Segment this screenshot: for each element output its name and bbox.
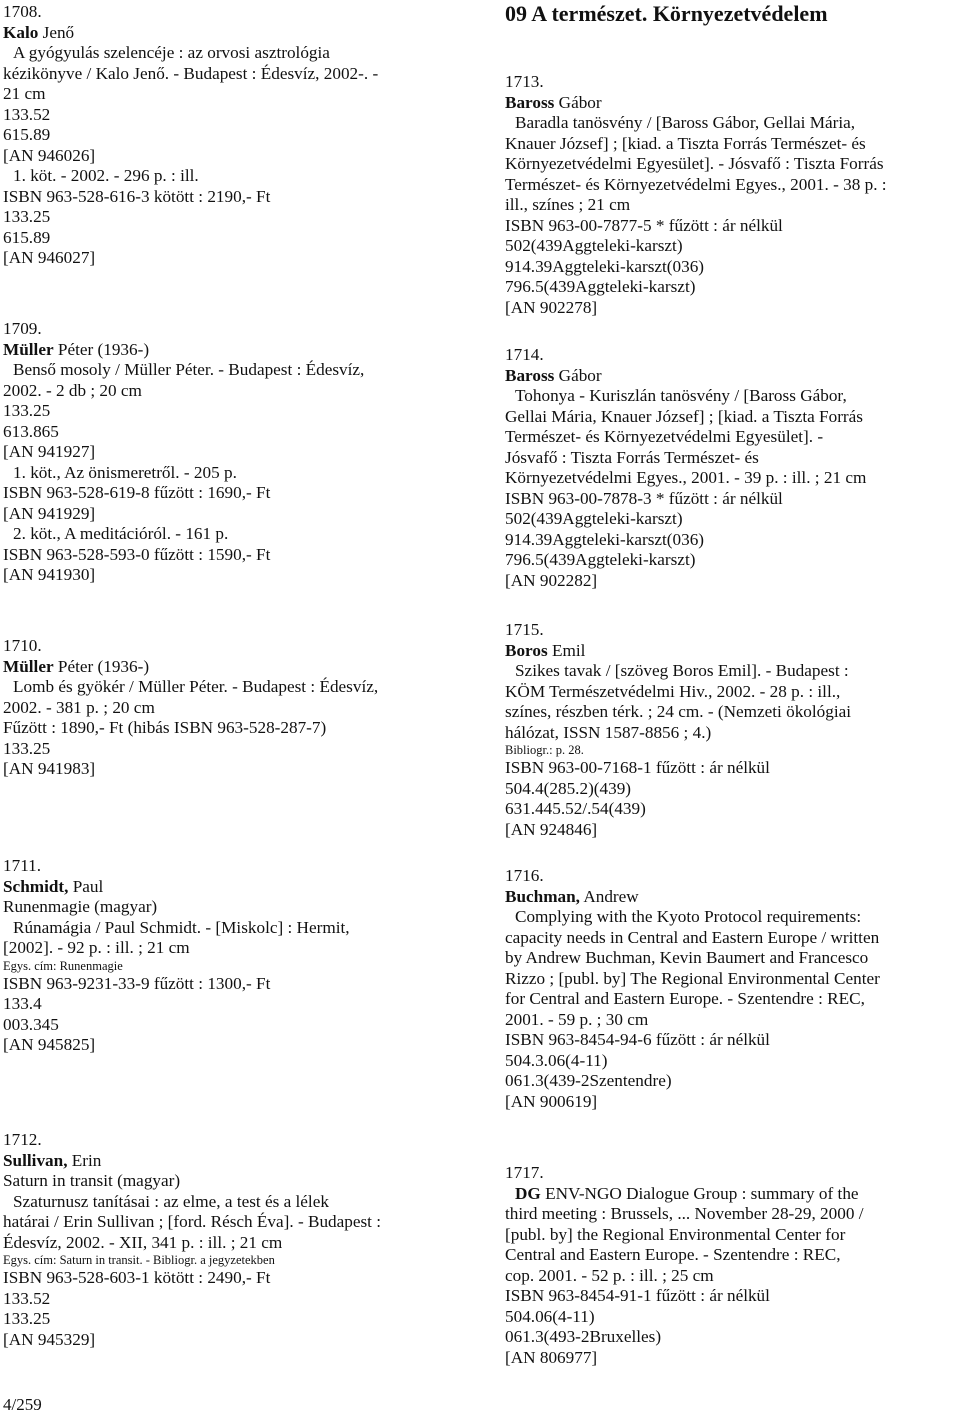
section-title: 09 A természet. Környezetvédelem — [505, 1, 828, 26]
entry-line: határai / Erin Sullivan ; [ford. Résch Éva]. - Budapest : — [3, 1212, 382, 1231]
entry-line: 1. köt., Az önismeretről. - 205 p. — [13, 462, 237, 482]
entry-number: 1716. — [505, 866, 544, 885]
entry-author — [505, 641, 851, 662]
entry-line: 1. köt. - 2002. - 296 p. : ill. — [13, 166, 199, 185]
entry-line: [AN 806977] — [505, 1347, 598, 1367]
author-rest: Paul — [68, 876, 104, 896]
entry-line: 21 cm — [3, 84, 46, 103]
page-number: 4/259 — [3, 1395, 42, 1414]
entry-line: ISBN 963-00-7168-1 fűzött : ár nélkül — [505, 758, 770, 777]
entry-line: 631.445.52/.54(439) — [505, 799, 646, 818]
entry-note: Bibliogr.: p. 28. — [505, 743, 584, 757]
entry-note: Egys. cím: Saturn in transit. - Bibliogr. a jegyzetekben — [3, 1253, 275, 1267]
entry-number: 1711. — [3, 856, 42, 875]
entry-line: 615.89 — [3, 125, 51, 144]
author-surname: Kalo — [3, 22, 39, 42]
entry-author — [505, 366, 866, 387]
entry-line: [AN 946027] — [3, 248, 96, 267]
entry-line: Rizzo ; [publ. by] The Regional Environmental Center — [505, 968, 880, 988]
catalog-entry — [505, 866, 880, 1112]
author-surname: Baross — [505, 92, 555, 112]
entry-author — [505, 1184, 864, 1205]
entry-line: 061.3(439-2Szentendre) — [505, 1071, 672, 1090]
entry-author — [3, 340, 364, 361]
author-surname: Baross — [505, 365, 555, 385]
entry-line: 2001. - 59 p. ; 30 cm — [505, 1009, 649, 1029]
entry-line: 133.4 — [3, 994, 42, 1013]
entry-author — [505, 93, 887, 114]
entry-line: cop. 2001. - 52 p. : ill. ; 25 cm — [505, 1265, 714, 1285]
entry-line: 2002. - 381 p. ; 20 cm — [3, 697, 155, 717]
author-surname: Müller — [3, 339, 54, 359]
entry-line: [AN 945329] — [3, 1329, 96, 1349]
entry-line: 133.25 — [3, 1309, 51, 1328]
entry-number: 1715. — [505, 620, 544, 639]
entry-number: 1717. — [505, 1163, 544, 1182]
entry-line: 914.39Aggteleki-karszt(036) — [505, 529, 705, 549]
entry-line: 133.25 — [3, 738, 51, 758]
author-surname: Sullivan, — [3, 1150, 68, 1170]
entry-line: Central and Eastern Europe. - Szentendre : REC, — [505, 1245, 841, 1264]
entry-author — [505, 887, 880, 908]
author-surname: DG — [515, 1183, 541, 1203]
entry-number: 1713. — [505, 72, 544, 91]
catalog-entry — [505, 72, 887, 318]
entry-line: Jósvafő : Tiszta Forrás Természet- és — [505, 447, 759, 467]
author-rest: Gábor — [554, 365, 602, 385]
entry-line: [2002]. - 92 p. : ill. ; 21 cm — [3, 938, 190, 957]
author-surname: Müller — [3, 656, 54, 676]
entry-line: 504.3.06(4-11) — [505, 1050, 608, 1070]
entry-line: 003.345 — [3, 1014, 59, 1034]
entry-line: for Central and Eastern Europe. - Szentendre : REC, — [505, 989, 865, 1008]
catalog-entry — [3, 856, 350, 1056]
entry-line: 796.5(439Aggteleki-karszt) — [505, 550, 696, 569]
entry-line: by Andrew Buchman, Kevin Baumert and Francesco — [505, 948, 869, 967]
entry-line: Természet- és Környezetvédelmi Egyes., 2001. - 38 p. : — [505, 174, 887, 194]
entry-line: [AN 941930] — [3, 565, 96, 584]
entry-line: ISBN 963-528-616-3 kötött : 2190,- Ft — [3, 186, 271, 206]
entry-line: ISBN 963-8454-91-1 fűzött : ár nélkül — [505, 1286, 770, 1305]
entry-line: 133.52 — [3, 1288, 51, 1308]
entry-number: 1709. — [3, 319, 42, 338]
entry-number: 1712. — [3, 1130, 42, 1149]
entry-line: hálózat, ISSN 1587-8856 ; 4.) — [505, 722, 712, 742]
entry-line: Édesvíz, 2002. - XII, 341 p. : ill. ; 21 cm — [3, 1232, 283, 1252]
entry-line: Benső mosoly / Müller Péter. - Budapest : Édesvíz, — [13, 360, 365, 379]
entry-line: [AN 902278] — [505, 297, 598, 317]
entry-line: Környezetvédelmi Egyesület]. - Jósvafő : Tiszta Forrás — [505, 154, 884, 173]
entry-line: [AN 902282] — [505, 570, 598, 590]
entry-number: 1710. — [3, 636, 42, 655]
entry-number: 1708. — [3, 2, 42, 21]
entry-author — [3, 657, 378, 678]
author-rest: Erin — [67, 1150, 102, 1170]
entry-line: Runenmagie (magyar) — [3, 897, 158, 916]
entry-line: ISBN 963-8454-94-6 fűzött : ár nélkül — [505, 1030, 770, 1049]
right-column — [505, 0, 957, 1367]
entry-line: ISBN 963-528-603-1 kötött : 2490,- Ft — [3, 1268, 271, 1287]
entry-author — [3, 877, 350, 898]
entry-line: third meeting : Brussels, ... November 28-29, 2000 / — [505, 1204, 864, 1223]
author-surname: Buchman, — [505, 886, 580, 906]
entry-line: Szikes tavak / [szöveg Boros Emil]. - Budapest : — [515, 661, 849, 680]
entry-line: Környezetvédelmi Egyes., 2001. - 39 p. : ill. ; 21 cm — [505, 468, 867, 487]
entry-line: ISBN 963-9231-33-9 fűzött : 1300,- Ft — [3, 973, 271, 993]
entry-line: ISBN 963-00-7877-5 * fűzött : ár nélkül — [505, 215, 783, 235]
entry-line: Saturn in transit (magyar) — [3, 1171, 181, 1190]
entry-line: 504.4(285.2)(439) — [505, 778, 632, 798]
author-rest: ENV-NGO Dialogue Group : summary of the — [540, 1183, 859, 1203]
author-rest: Péter (1936-) — [53, 339, 150, 359]
entry-line: 2. köt., A meditációról. - 161 p. — [13, 524, 229, 543]
entry-line: Szaturnusz tanításai : az elme, a test és a lélek — [13, 1191, 329, 1211]
entry-line: 061.3(493-2Bruxelles) — [505, 1327, 662, 1346]
author-rest: Gábor — [554, 92, 602, 112]
author-rest: Andrew — [579, 886, 639, 906]
entry-line: Tohonya - Kuriszlán tanösvény / [Baross Gábor, — [515, 386, 847, 405]
entry-line: Természet- és Környezetvédelmi Egyesület]. - — [505, 427, 824, 446]
entry-line: Gellai Mária, Knauer József] ; [kiad. a Tiszta Forrás — [505, 406, 863, 426]
entry-line: 914.39Aggteleki-karszt(036) — [505, 256, 705, 276]
entry-line: [AN 941983] — [3, 759, 96, 778]
entry-line: 133.25 — [3, 401, 51, 420]
author-rest: Emil — [547, 640, 586, 660]
entry-line: [publ. by] the Regional Environmental Center for — [505, 1224, 846, 1244]
entry-line: KÖM Természetvédelmi Hiv., 2002. - 28 p. : ill., — [505, 681, 841, 701]
entry-line: 502(439Aggteleki-karszt) — [505, 509, 683, 528]
entry-line: 504.06(4-11) — [505, 1306, 595, 1326]
entry-line: Baradla tanösvény / [Baross Gábor, Gellai Mária, — [515, 113, 856, 132]
entry-line: Knauer József] ; [kiad. a Tiszta Forrás Természet- és — [505, 133, 866, 153]
author-rest: Péter (1936-) — [53, 656, 150, 676]
entry-number: 1714. — [505, 345, 544, 364]
entry-author — [3, 23, 378, 44]
entry-line: [AN 941929] — [3, 503, 96, 523]
entry-line: Lomb és gyökér / Müller Péter. - Budapest : Édesvíz, — [13, 677, 379, 696]
entry-line: Rúnamágia / Paul Schmidt. - [Miskolc] : Hermit, — [13, 917, 350, 937]
entry-line: capacity needs in Central and Eastern Europe / written — [505, 927, 880, 947]
author-surname: Schmidt, — [3, 876, 69, 896]
entry-line: 613.865 — [3, 421, 59, 441]
entry-line: Complying with the Kyoto Protocol requirements: — [515, 907, 862, 926]
entry-line: ISBN 963-00-7878-3 * fűzött : ár nélkül — [505, 488, 783, 508]
entry-line: 133.25 — [3, 207, 51, 226]
catalog-entry — [505, 1163, 864, 1368]
catalog-entry — [505, 345, 866, 591]
entry-line: kézikönyve / Kalo Jenő. - Budapest : Édesvíz, 2002-. - — [3, 63, 379, 83]
entry-line: színes, részben térk. ; 24 cm. - (Nemzeti ökológiai — [505, 702, 852, 721]
catalog-entry — [3, 2, 378, 269]
entry-line: [AN 941927] — [3, 442, 96, 461]
entry-line: ISBN 963-528-619-8 fűzött : 1690,- Ft — [3, 483, 271, 502]
entry-line: ill., színes ; 21 cm — [505, 195, 631, 214]
entry-line: [AN 924846] — [505, 819, 598, 839]
entry-line: 133.52 — [3, 104, 51, 124]
entry-line: 796.5(439Aggteleki-karszt) — [505, 277, 696, 296]
author-rest: Jenő — [38, 22, 75, 42]
entry-note: Egys. cím: Runenmagie — [3, 958, 123, 973]
entry-line: [AN 945825] — [3, 1035, 96, 1054]
entry-line: 2002. - 2 db ; 20 cm — [3, 380, 142, 400]
entry-author — [3, 1151, 381, 1172]
entry-line: Fűzött : 1890,- Ft (hibás ISBN 963-528-287-7) — [3, 718, 327, 737]
catalog-entry — [3, 319, 364, 586]
entry-line: 615.89 — [3, 227, 51, 247]
catalog-entry — [505, 620, 851, 840]
entry-line: [AN 900619] — [505, 1091, 598, 1111]
entry-line: [AN 946026] — [3, 145, 96, 165]
catalog-entry — [3, 1130, 381, 1350]
entry-line: 502(439Aggteleki-karszt) — [505, 236, 683, 255]
catalog-entry — [3, 636, 378, 780]
entry-line: A gyógyulás szelencéje : az orvosi asztrológia — [13, 43, 330, 62]
entry-line: ISBN 963-528-593-0 fűzött : 1590,- Ft — [3, 544, 271, 564]
author-surname: Boros — [505, 640, 548, 660]
